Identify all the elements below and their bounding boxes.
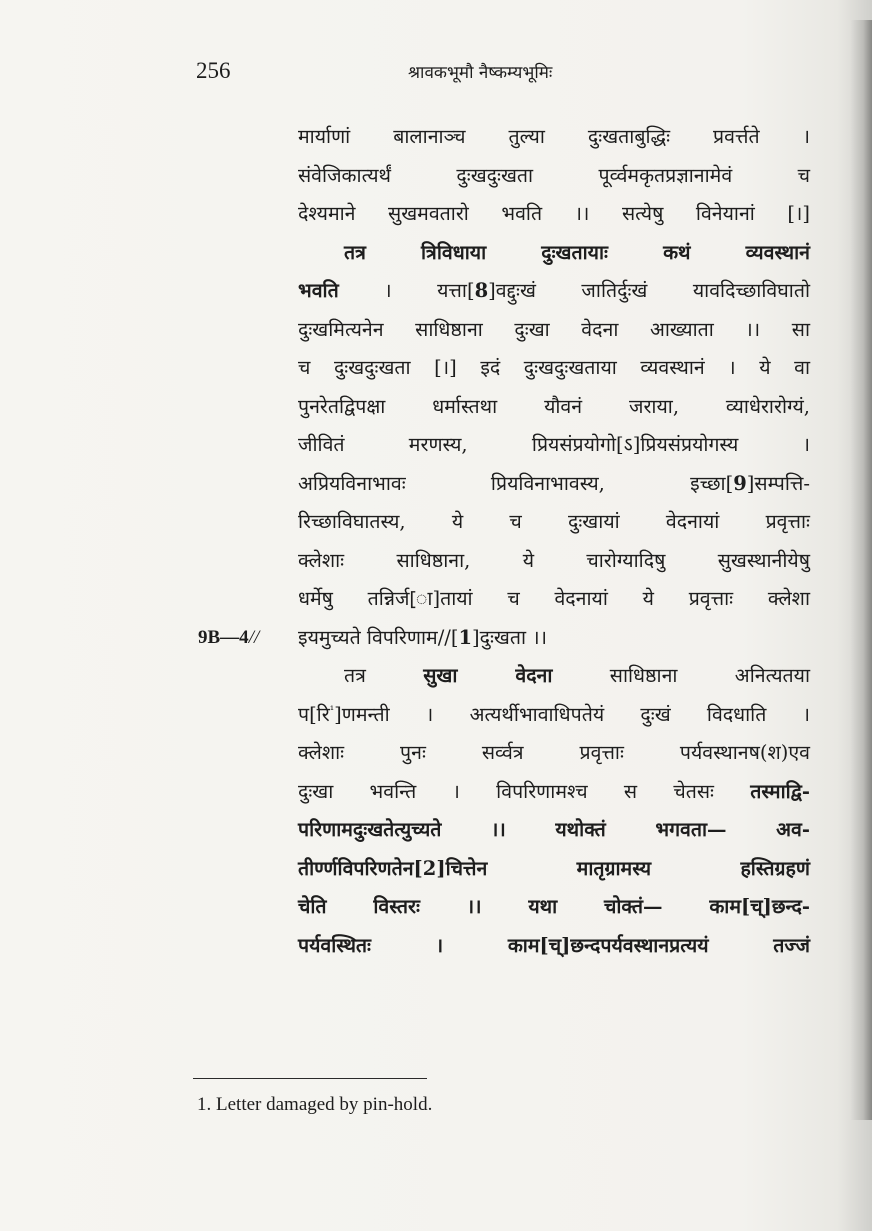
footnote: 1. Letter damaged by pin-hold. xyxy=(197,1094,433,1115)
text-segment: क्लेशाः पुनः सर्व्वत्र प्रवृत्ताः पर्यवस्थानष(श)एव xyxy=(298,741,810,764)
text-segment: । यत्ता[ xyxy=(338,279,475,302)
text-segment: ]सम्पत्ति- xyxy=(746,471,810,495)
text-line xyxy=(298,349,810,388)
text-line xyxy=(298,503,810,542)
text-segment: च दुःखदुःखता [।] इदं दुःखदुःखताया व्यवस्थानं । ये वा xyxy=(298,356,810,379)
text-line xyxy=(298,426,810,465)
text-segment: साधिष्ठाना अनित्यतया xyxy=(552,664,811,687)
text-line xyxy=(298,927,810,966)
text-segment: 1 xyxy=(458,625,473,649)
text-segment: पुनरेतद्विपक्षा धर्मास्तथा यौवनं जराया, व्याधेरारोग्यं, xyxy=(298,394,810,418)
text-line xyxy=(298,580,810,619)
text-segment: सुखा वेदना xyxy=(423,664,553,687)
body-text xyxy=(198,118,811,965)
text-segment: ]णमन्ती । अत्यर्थीभावाधिपतेयं दुःखं विदधाति । xyxy=(334,702,810,726)
text-line xyxy=(298,888,810,927)
text-segment: चेति विस्तरः ।। यथा चोक्तं— काम[च्]छन्द- xyxy=(298,895,810,918)
text-segment: तत्र xyxy=(344,664,424,687)
text-segment: 8 xyxy=(474,279,489,302)
text-segment: तत्र त्रिविधाया दुःखतायाः कथं व्यवस्थानं xyxy=(344,240,810,264)
text-segment: मार्याणां बालानाञ्च तुल्या दुःखताबुद्धिः प्रवर्त्तते । xyxy=(298,125,810,148)
text-line xyxy=(298,657,810,696)
text-segment: प[रि xyxy=(298,702,330,726)
text-line xyxy=(298,388,810,427)
text-line xyxy=(298,850,810,889)
text-segment: जीवितं मरणस्य, प्रियसंप्रयोगो[ऽ]प्रियसंप्रयोगस्य । xyxy=(298,433,810,456)
text-segment: अप्रियविनाभावः प्रियविनाभावस्य, इच्छा[ xyxy=(298,471,734,495)
text-line xyxy=(298,734,810,773)
footnote-rule xyxy=(193,1078,427,1079)
text-segment: रिच्छाविघातस्य, ये च दुःखायां वेदनायां प्रवृत्ताः xyxy=(298,510,810,533)
text-segment: तस्माद्वि- xyxy=(750,779,810,803)
text-segment: इयमुच्यते विपरिणाम//[ xyxy=(298,625,459,649)
text-line xyxy=(298,311,810,350)
text-segment: क्लेशाः साधिष्ठाना, ये चारोग्यादिषु सुखस्थानीयेषु xyxy=(298,548,810,572)
text-line xyxy=(298,465,810,504)
text-line xyxy=(298,157,810,196)
text-segment: भवति xyxy=(298,279,339,302)
text-line xyxy=(298,118,810,157)
text-segment: पर्यवस्थितः । काम[च्]छन्दपर्यवस्थानप्रत्ययं तज्जं xyxy=(298,933,810,957)
text-line xyxy=(198,619,810,658)
text-segment: ¹ xyxy=(329,703,335,716)
text-segment: धर्मेषु तन्निर्ज[ा]तायां च वेदनायां ये प्रवृत्ताः क्लेशा xyxy=(298,587,810,610)
page-header xyxy=(0,58,872,88)
page-edge-shadow xyxy=(850,20,872,1120)
text-line xyxy=(298,195,810,234)
text-segment: संवेजिकात्यर्थं दुःखदुःखता पूर्व्वमकृतप्रज्ञानामेवं च xyxy=(298,163,810,187)
running-head: श्रावकभूमौ नैष्कम्यभूमिः xyxy=(408,63,553,83)
text-line xyxy=(298,542,810,581)
margin-reference-label: 9B—4 xyxy=(198,626,249,648)
margin-reference xyxy=(198,619,259,658)
text-segment: परिणामदुःखतेत्युच्यते ।। यथोक्तं भगवता— अव- xyxy=(298,818,810,841)
text-segment: देश्यमाने सुखमवतारो भवति ।। सत्येषु विनेयानां [।] xyxy=(298,202,810,225)
text-line xyxy=(298,696,810,735)
text-segment: तीर्ण्णविपरिणतेन[2]चित्तेन मातृग्रामस्य हस्तिग्रहणं xyxy=(298,856,810,880)
text-segment: ]वद्दुःखं जातिर्दुःखं यावदिच्छाविघातो xyxy=(488,279,810,302)
text-segment: दुःखमित्यनेन साधिष्ठाना दुःखा वेदना आख्याता ।। सा xyxy=(298,317,810,341)
page-number: 256 xyxy=(196,58,231,83)
text-segment: 9 xyxy=(733,471,747,495)
text-segment: दुःखा भवन्ति । विपरिणामश्च स चेतसः xyxy=(298,779,751,803)
text-line xyxy=(298,234,810,273)
margin-reference-slashes: // xyxy=(248,626,260,648)
text-segment: ]दुःखता ।। xyxy=(472,625,548,649)
text-line xyxy=(298,272,810,311)
text-line xyxy=(298,773,810,812)
text-line xyxy=(298,811,810,850)
